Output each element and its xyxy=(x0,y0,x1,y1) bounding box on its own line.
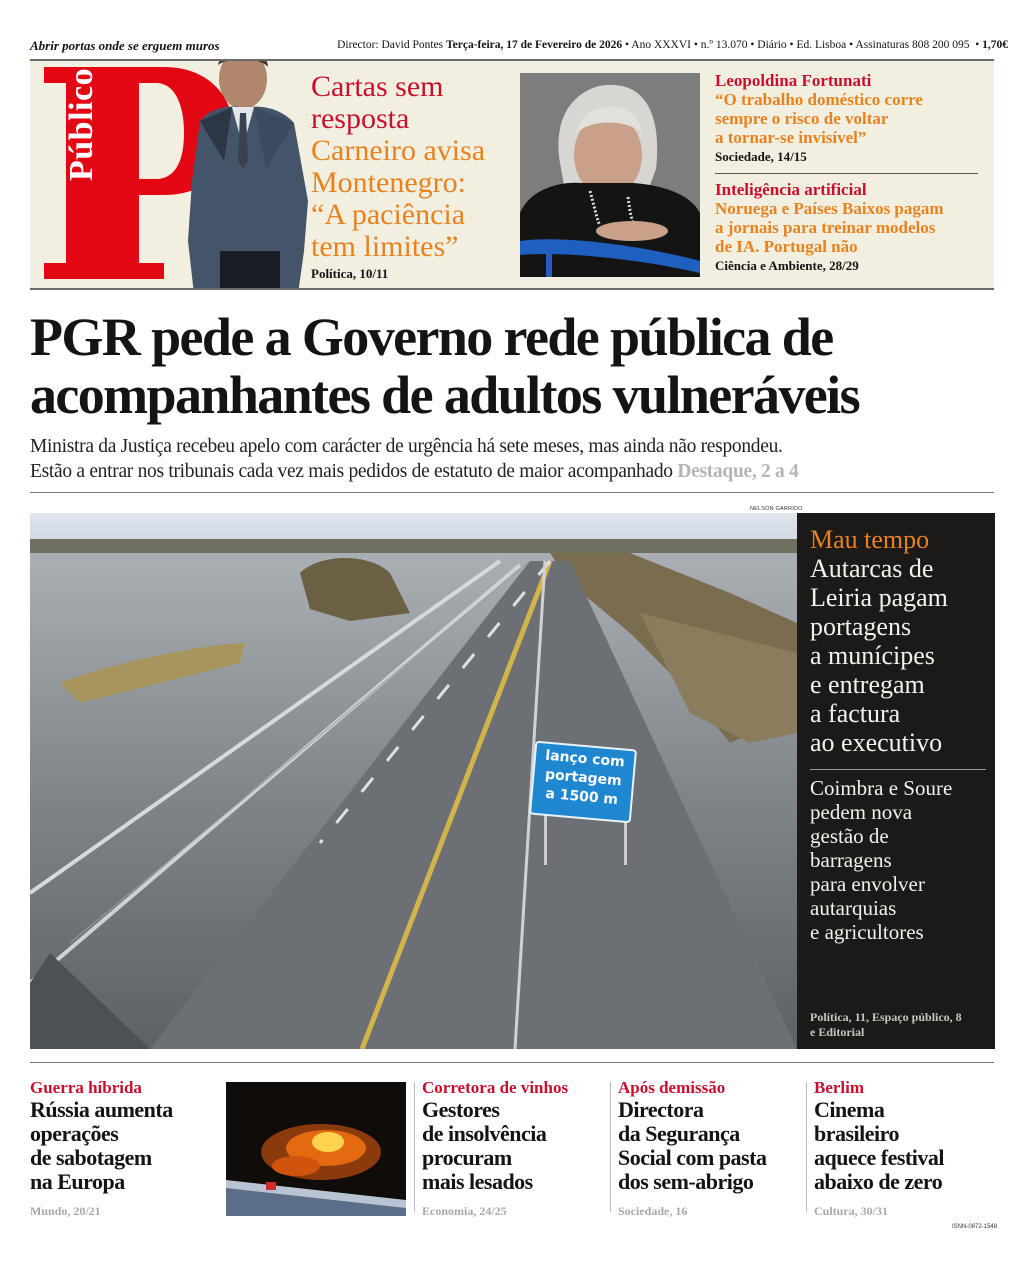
teaser-kicker: Inteligência artificial xyxy=(715,180,867,199)
headline-line: Autarcas de xyxy=(810,554,934,583)
separator: • xyxy=(747,39,758,51)
headline-line: mais lesados xyxy=(422,1169,533,1194)
separator: • xyxy=(622,39,632,51)
headline-line: Rússia aumenta xyxy=(30,1097,173,1122)
ref-line: e Editorial xyxy=(810,1025,865,1039)
headline-line: Cinema xyxy=(814,1097,885,1122)
panel-headline xyxy=(810,554,983,757)
price: 1,70€ xyxy=(982,39,1008,51)
headline-line: Leiria pagam xyxy=(810,583,948,612)
separator: • xyxy=(972,39,983,51)
bottom-story[interactable] xyxy=(422,1077,607,1218)
page-ref: Sociedade, 16 xyxy=(618,1204,688,1218)
headline-line: Gestores xyxy=(422,1097,500,1122)
bottom-story[interactable] xyxy=(814,1077,1004,1218)
headline-line: e entregam xyxy=(810,670,925,699)
headline-line: tem limites” xyxy=(311,230,459,263)
bottom-story[interactable] xyxy=(618,1077,803,1218)
page-ref: Destaque, 2 a 4 xyxy=(677,461,799,482)
headline-line: operações xyxy=(30,1121,119,1146)
divider xyxy=(715,173,978,174)
headline-line: de IA. Portugal não xyxy=(715,237,858,256)
headline-line: a munícipes xyxy=(810,641,935,670)
headline-line: procuram xyxy=(422,1145,512,1170)
side-teaser[interactable] xyxy=(715,71,980,165)
publico-logo-word: Público xyxy=(63,67,100,181)
kicker-line: Cartas sem xyxy=(311,70,444,103)
headline-line: Directora xyxy=(618,1097,704,1122)
subheadline-line: autarquias xyxy=(810,896,897,920)
story-headline xyxy=(814,1098,1004,1194)
headline-line: a factura xyxy=(810,699,901,728)
fire-photo[interactable] xyxy=(226,1082,406,1216)
subheadline-line: e agricultores xyxy=(810,920,924,944)
top-banner xyxy=(30,59,994,290)
sign-line: portagem xyxy=(544,766,623,790)
frequency: Diário xyxy=(757,39,787,51)
headline-line: PGR pede a Governo rede pública de xyxy=(30,307,833,367)
story-kicker: Após demissão xyxy=(618,1078,726,1097)
separator: • xyxy=(846,39,856,51)
subheadline-line: para envolver xyxy=(810,872,925,896)
headline-line: brasileiro xyxy=(814,1121,900,1146)
page-ref: Economia, 24/25 xyxy=(422,1204,507,1218)
divider xyxy=(30,492,994,493)
teaser-kicker xyxy=(311,71,526,135)
headline-line: ao executivo xyxy=(810,728,943,757)
masthead-topline xyxy=(30,38,1008,56)
story-headline xyxy=(618,1098,803,1194)
page-ref: Cultura, 30/31 xyxy=(814,1204,889,1218)
standfirst-line: Ministra da Justiça recebeu apelo com carácter de urgência há sete meses, mas ainda não respondeu. xyxy=(30,436,783,457)
headline-line: abaixo de zero xyxy=(814,1169,943,1194)
headline-line: de insolvência xyxy=(422,1121,547,1146)
teaser-headline xyxy=(715,90,980,147)
story-kicker: Guerra híbrida xyxy=(30,1078,142,1097)
edition: Ed. Lisboa xyxy=(796,39,847,51)
teaser-headline xyxy=(311,135,526,263)
tagline: Abrir portas onde se erguem muros xyxy=(30,38,220,53)
page-ref xyxy=(810,1010,990,1040)
subheadline-line: Coimbra e Soure xyxy=(810,776,953,800)
page-ref: Mundo, 20/21 xyxy=(30,1204,101,1218)
headline-line: acompanhantes de adultos vulneráveis xyxy=(30,365,859,425)
standfirst xyxy=(30,434,1010,484)
subscriptions: Assinaturas 808 200 095 xyxy=(855,39,970,51)
interviewee-photo[interactable] xyxy=(520,73,700,277)
headline-line: a tornar-se invisível” xyxy=(715,128,867,147)
side-teaser[interactable] xyxy=(715,180,980,274)
sign-line: a 1500 m xyxy=(544,785,619,809)
kicker-line: resposta xyxy=(311,102,410,135)
ref-line: Política, 11, Espaço público, 8 xyxy=(810,1010,962,1024)
story-headline xyxy=(422,1098,607,1194)
headline-line: dos sem-abrigo xyxy=(618,1169,754,1194)
weather-story-panel[interactable] xyxy=(797,513,995,1049)
column-rule xyxy=(414,1082,415,1212)
headline-line: na Europa xyxy=(30,1169,125,1194)
headline-line: “A paciência xyxy=(311,198,466,231)
story-kicker: Corretora de vinhos xyxy=(422,1078,569,1097)
headline-line: sempre o risco de voltar xyxy=(715,109,889,128)
issn: ISNN-0872-1548 xyxy=(952,1224,998,1230)
standfirst-line: Estão a entrar nos tribunais cada vez mais pedidos de estatuto de maior acompanhado xyxy=(30,461,678,482)
year: Ano XXXVI xyxy=(631,39,691,51)
headline-line: Noruega e Países Baixos pagam xyxy=(715,199,944,218)
headline-line: portagens xyxy=(810,612,912,641)
separator: • xyxy=(786,39,797,51)
director: Director: David Pontes xyxy=(337,39,444,51)
subheadline-line: barragens xyxy=(810,848,892,872)
headline-line: Social com pasta xyxy=(618,1145,767,1170)
divider xyxy=(30,1062,994,1063)
teaser-headline xyxy=(715,199,980,256)
lead-teaser[interactable] xyxy=(311,71,526,282)
photo-credit: NELSON GARRIDO xyxy=(750,506,803,512)
flooded-road-photo[interactable] xyxy=(30,513,797,1049)
column-rule xyxy=(806,1082,807,1212)
subheadline-line: pedem nova xyxy=(810,800,913,824)
issue-date: Terça-feira, 17 de Fevereiro de 2026 xyxy=(446,39,623,51)
issue-number: n.º 13.070 xyxy=(700,39,748,51)
story-kicker: Berlim xyxy=(814,1078,865,1097)
road-sign xyxy=(529,741,637,824)
sign-line: lanço com xyxy=(544,747,626,771)
headline-line: de sabotagem xyxy=(30,1145,152,1170)
headline-line: “O trabalho doméstico corre xyxy=(715,90,923,109)
teaser-kicker: Leopoldina Fortunati xyxy=(715,71,872,90)
page-ref: Política, 10/11 xyxy=(311,266,389,281)
side-teasers xyxy=(715,71,980,274)
column-rule xyxy=(610,1082,611,1212)
story-headline xyxy=(30,1098,220,1194)
headline-line: da Segurança xyxy=(618,1121,740,1146)
headline-line: a jornais para treinar modelos xyxy=(715,218,936,237)
separator: • xyxy=(691,39,701,51)
divider xyxy=(810,769,986,770)
page-ref: Ciência e Ambiente, 28/29 xyxy=(715,258,859,273)
headline-line: Carneiro avisa xyxy=(311,134,486,167)
page-ref: Sociedade, 14/15 xyxy=(715,149,807,164)
subheadline-line: gestão de xyxy=(810,824,889,848)
panel-subheadline xyxy=(810,776,983,944)
headline-line: aquece festival xyxy=(814,1145,944,1170)
politician-photo[interactable] xyxy=(180,59,315,290)
main-headline[interactable] xyxy=(30,308,1010,424)
headline-line: Montenegro: xyxy=(311,166,466,199)
masthead-info xyxy=(337,39,1008,51)
bottom-story[interactable] xyxy=(30,1077,220,1218)
panel-kicker: Mau tempo xyxy=(810,525,930,554)
